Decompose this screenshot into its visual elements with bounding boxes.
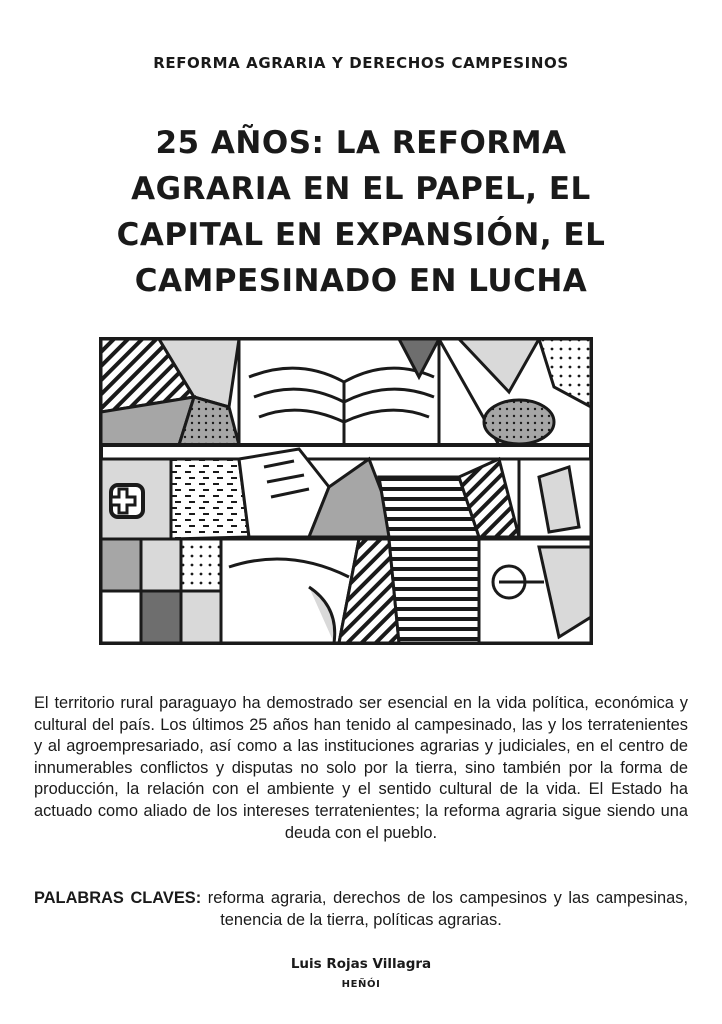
- title-line: AGRARIA EN EL PAPEL, EL: [131, 171, 591, 207]
- title-line: CAMPESINADO EN LUCHA: [134, 263, 588, 299]
- title-line: 25 AÑOS: LA REFORMA: [155, 125, 567, 161]
- keywords-label: PALABRAS CLAVES:: [34, 889, 202, 907]
- keywords-list: reforma agraria, derechos de los campesinos y las campesinas, tenencia de la tierra, políticas agrarias.: [201, 889, 688, 929]
- title-line: CAPITAL EN EXPANSIÓN, EL: [116, 217, 606, 253]
- abstract-paragraph: El territorio rural paraguayo ha demostrado ser esencial en la vida política, económica y cultural del país. Los últimos 25 años han tenido al campesinado, las y los terratenientes y al agroempresariado, así como a las instituciones agrarias y judiciales, en el centro de innumerables conflictos y disputas no solo por la tierra, sino también por la forma de producción, la relación con el ambiente y el sentido cultural de la vida. El Estado ha actuado como aliado de los intereses terratenientes; la reforma agraria sigue siendo una deuda con el pueblo.: [34, 694, 688, 842]
- section-label: REFORMA AGRARIA Y DERECHOS CAMPESINOS: [153, 54, 569, 72]
- article-title: [40, 120, 682, 304]
- organization-name: HEÑÓI: [341, 979, 381, 990]
- keywords-paragraph: [34, 888, 688, 931]
- author-name: Luis Rojas Villagra: [290, 956, 432, 972]
- agrarian-mosaic-illustration: [99, 337, 593, 645]
